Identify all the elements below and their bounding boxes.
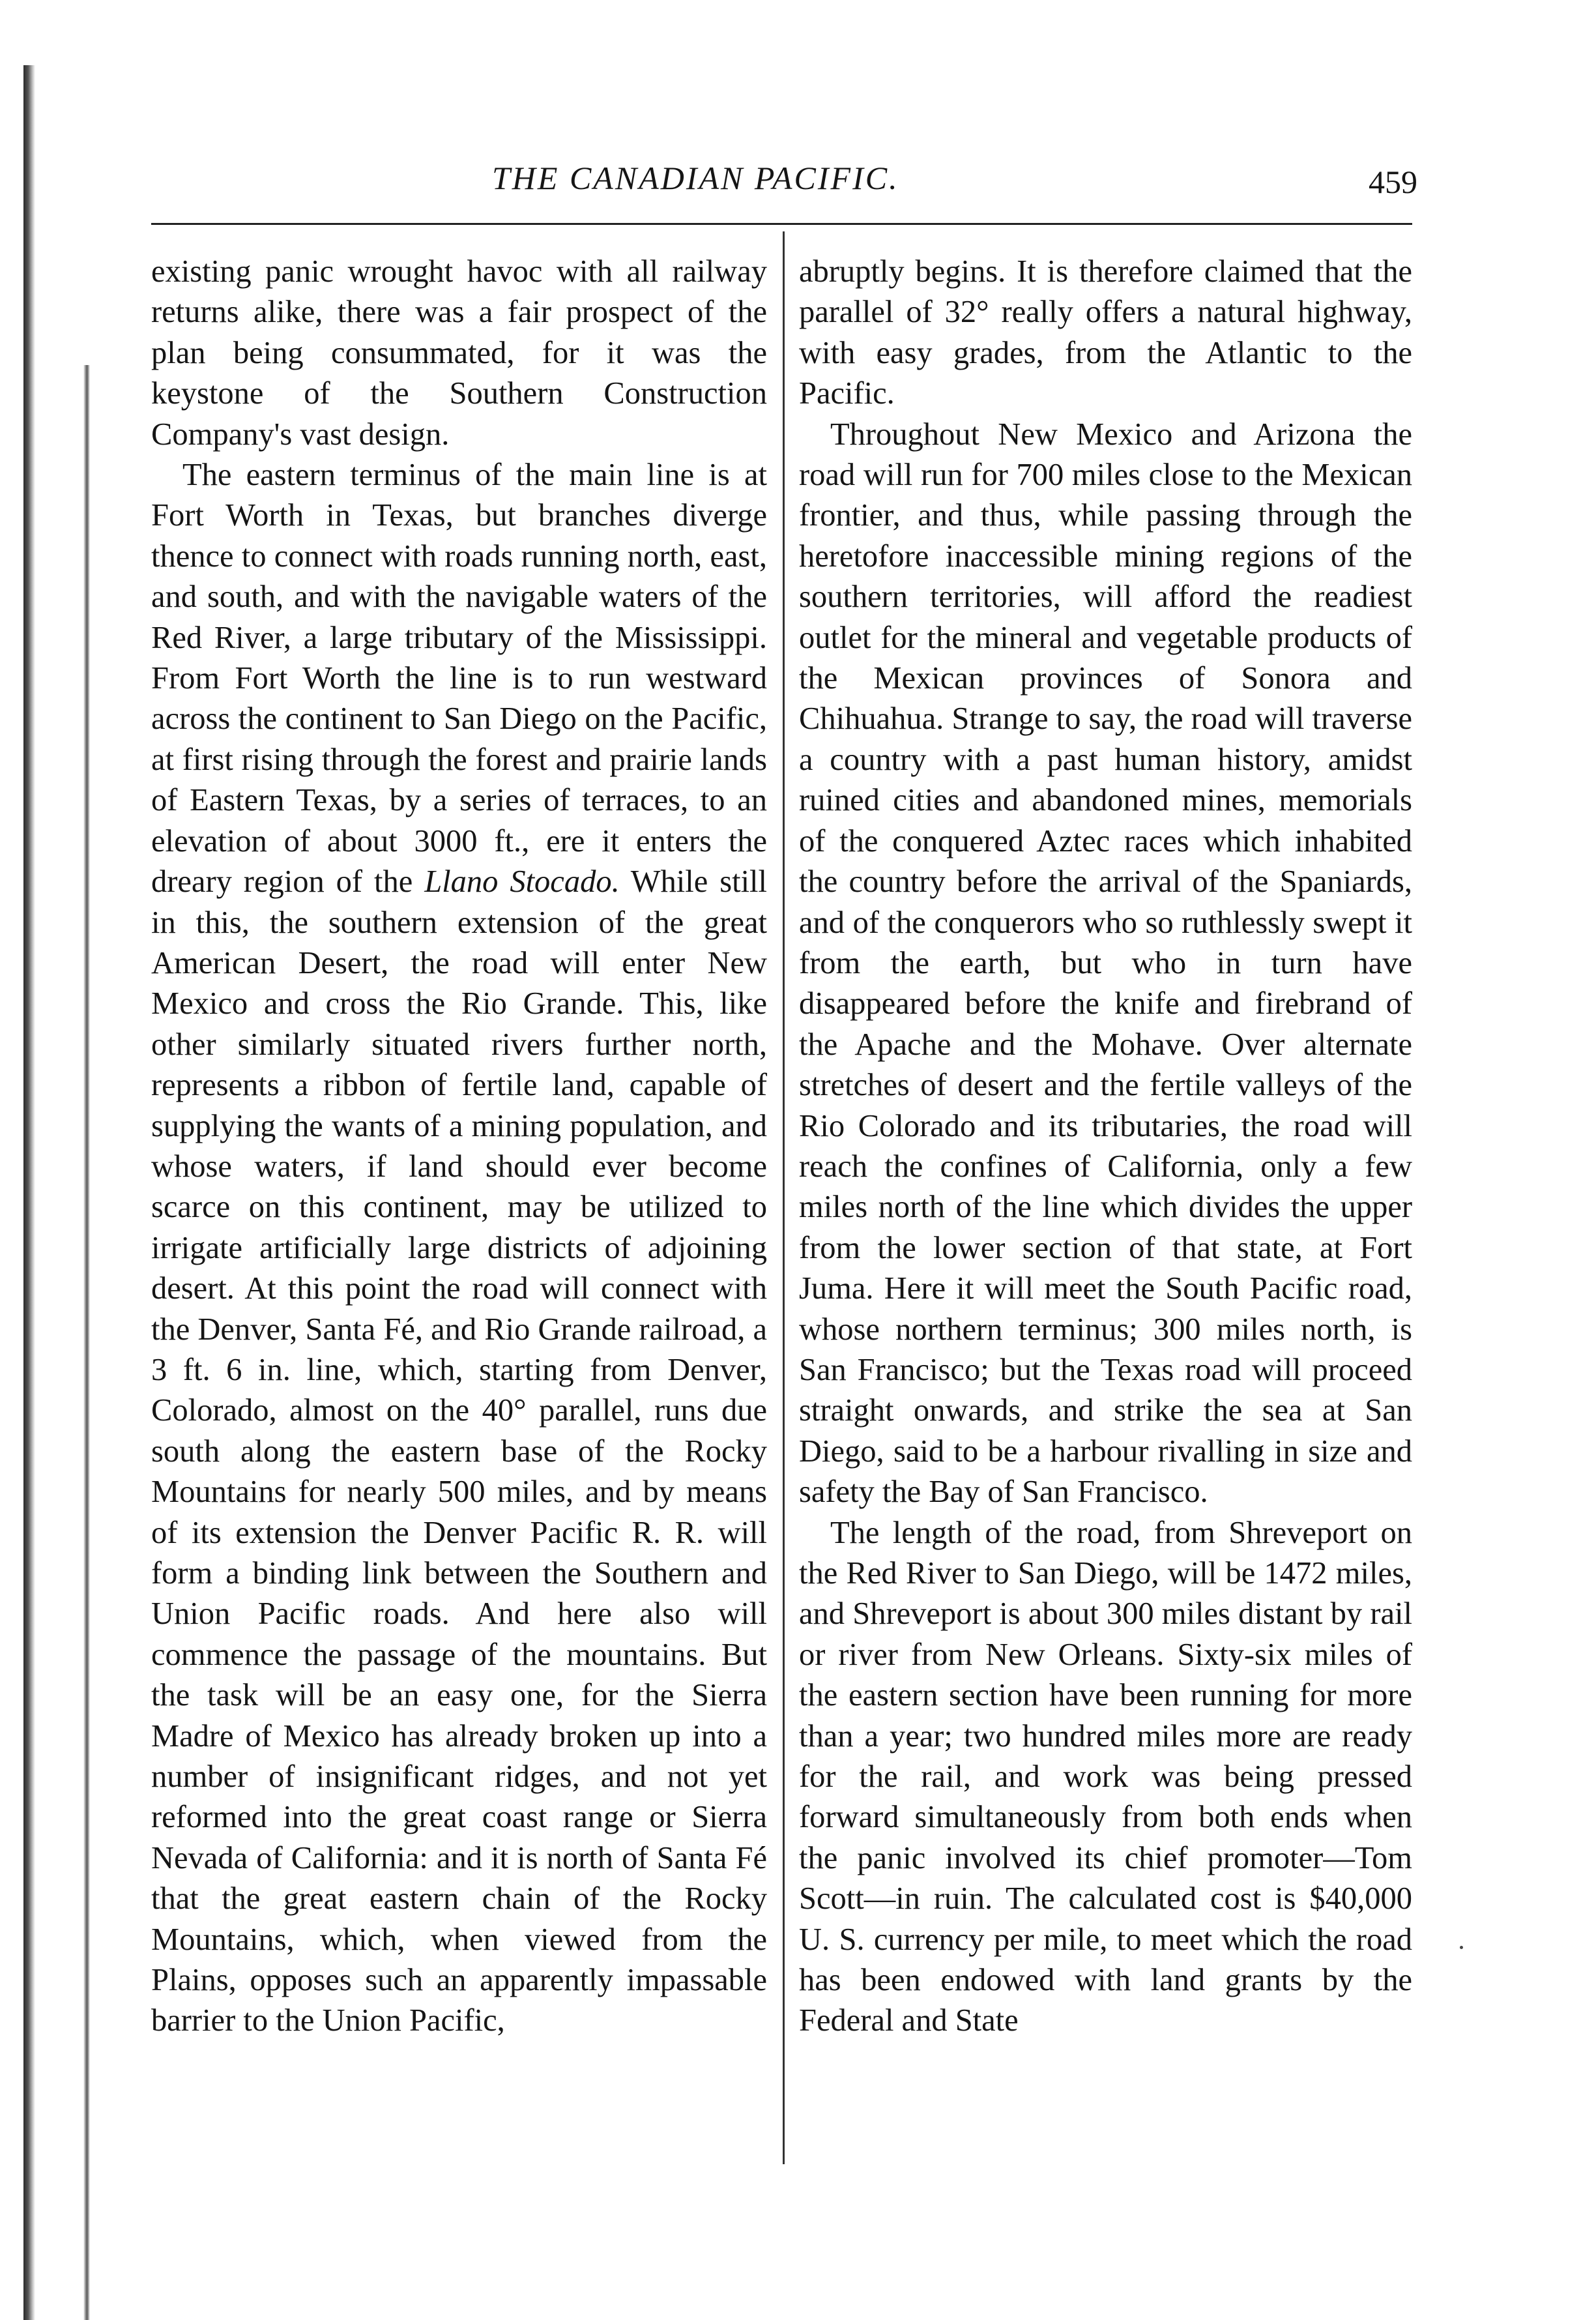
left-paragraph-1: existing panic wrought havoc with all railway returns alike, there was a fair prospect of the plan being consummated, for it was the keystone of the Southern Construction Company's vast design. bbox=[151, 254, 767, 452]
page-binding-shadow bbox=[83, 365, 90, 2320]
left-paragraph-2 bbox=[151, 455, 767, 2042]
left-paragraph-2-text-b: While still in this, the southern extension of the great American Desert, the road will enter New Mexico and cross the Rio Grande. This, like other similarly situated rivers further north, represents a ribbon of fertile land, capable of supplying the wants of a mining population, and whose waters, if land should ever become scarce on this continent, may be utilized to irrigate artificially large districts of adjoining desert. At this point the road will connect with the Denver, Santa Fé, and Rio Grande railroad, a 3 ft. 6 in. line, which, starting from Denver, Colorado, almost on the 40° parallel, runs due south along the eastern base of the Rocky Mountains for nearly 500 miles, and by means of its extension the Denver Pacific R. R. will form a binding link between the Southern and Union Pacific roads. And here also will commence the passage of the mountains. But the task will be an easy one, for the Sierra Madre of Mexico has already broken up into a number of insignificant ridges, and not yet reformed into the great coast range or Sierra Nevada of California: and it is north of Santa Fé that the great eastern chain of the Rocky Mountains, which, when viewed from the Plains, opposes such an apparently impassable barrier to the Union Pacific, bbox=[151, 864, 768, 2038]
header-rule bbox=[151, 223, 1412, 225]
right-paragraph-3: The length of the road, from Shreveport on the Red River to San Diego, will be 1472 miles, and Shreveport is about 300 miles distant by rail or river from New Orleans. Sixty-six miles of the eastern section have been running for more than a year; two hundred miles more are ready for the rail, and work was being pressed forward simultaneously from both ends when the panic involved its chief promoter—Tom Scott—in ruin. The calculated cost is $40,000 U. S. currency per mile, to meet which the road has been endowed with land grants by the Federal and State bbox=[799, 1515, 1412, 2038]
page-binding-edge bbox=[23, 65, 35, 2320]
running-head bbox=[0, 155, 1596, 201]
left-paragraph-2-text-a: The eastern terminus of the main line is at Fort Worth in Texas, but branches diverge thence to connect with roads running north, east, and south, and with the navigable waters of the Red River, a large tributary of the Mississippi. From Fort Worth the line is to run westward across the continent to San Diego on the Pacific, at first rising through the forest and prairie lands of Eastern Texas, by a series of terraces, to an elevation of about 3000 ft., ere it enters the dreary region of the bbox=[151, 458, 767, 900]
llano-stocado-italic: Llano Stocado. bbox=[424, 864, 620, 900]
column-divider bbox=[783, 231, 785, 2164]
running-title: THE CANADIAN PACIFIC. bbox=[492, 160, 899, 196]
right-column bbox=[799, 252, 1412, 2042]
right-paragraph-2: Throughout New Mexico and Arizona the road will run for 700 miles close to the Mexican frontier, and thus, while passing through the heretofore inaccessible mining regions of the southern territories, will afford the readiest outlet for the mineral and vegetable products of the Mexican provinces of Sonora and Chihuahua. Strange to say, the road will traverse a country with a past human history, amidst ruined cities and abandoned mines, memorials of the conquered Aztec races which inhabited the country before the arrival of the Spaniards, and of the conquerors who so ruthlessly swept it from the earth, but who in turn have disappeared before the knife and firebrand of the Apache and the Mohave. Over alternate stretches of desert and the fertile valleys of the Rio Colorado and its tributaries, the road will reach the confines of California, only a few miles north of the line which divides the upper from the lower section of that state, at Fort Juma. Here it will meet the South Pacific road, whose northern terminus; 300 miles north, is San Francisco; but the Texas road will proceed straight onwards, and strike the sea at San Diego, said to be a harbour rivalling in size and safety the Bay of San Francisco. bbox=[799, 417, 1412, 1510]
page-number: 459 bbox=[1369, 164, 1417, 200]
right-paragraph-1: abruptly begins. It is therefore claimed that the parallel of 32° really offers a natural highway, with easy grades, from the Atlantic to the Pacific. bbox=[799, 254, 1412, 411]
stray-ink-dot bbox=[1460, 1946, 1463, 1949]
left-column bbox=[151, 252, 767, 2042]
